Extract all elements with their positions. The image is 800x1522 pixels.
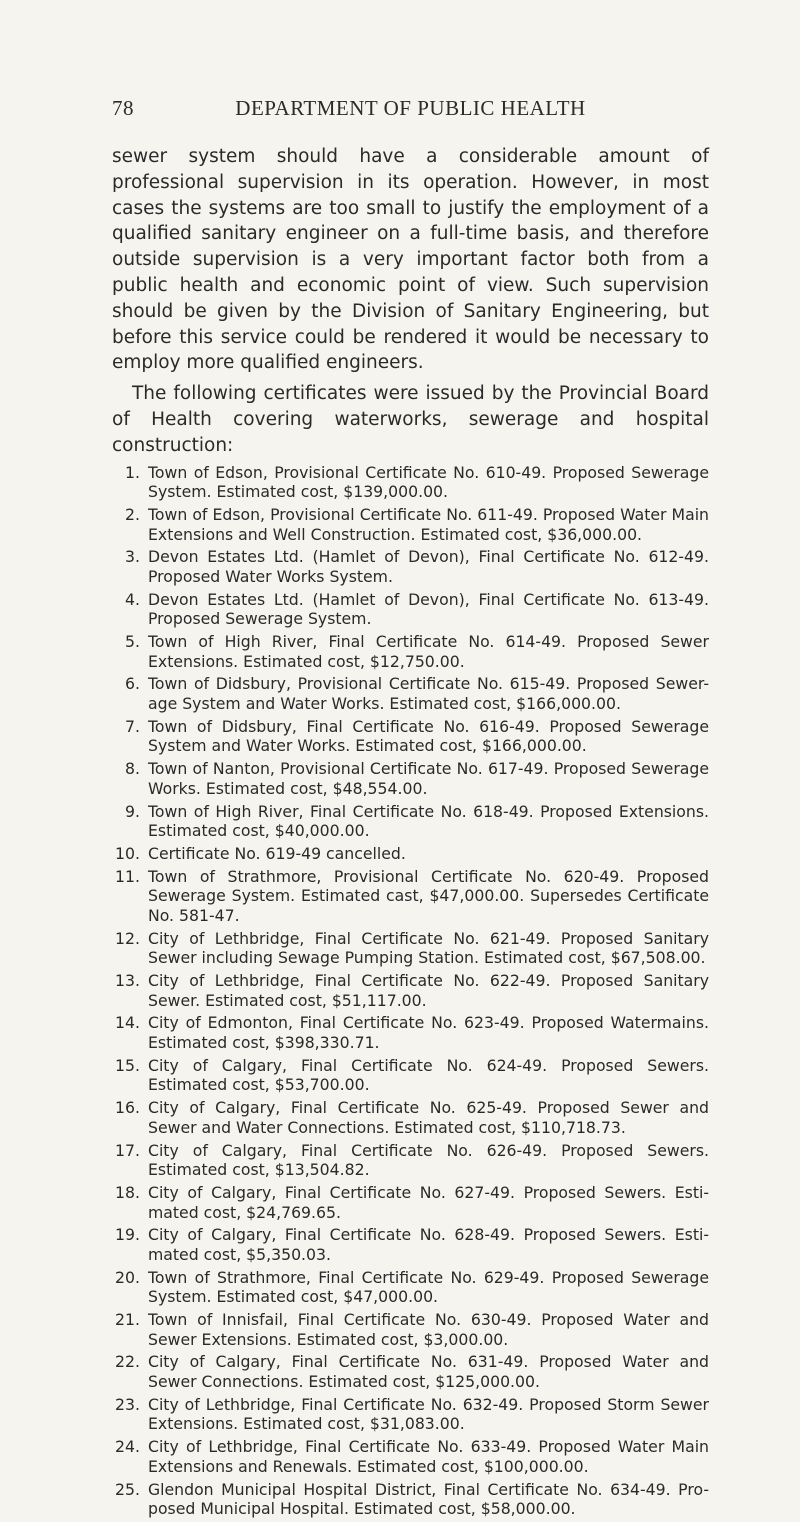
page-header [112, 96, 709, 124]
list-item-text: Town of High River, Final Certificate No. 614-49. Proposed Sewer Extensions. Estimated cost, $12,750.00. [148, 632, 709, 671]
list-item-number: 16. [115, 1098, 140, 1118]
list-item-text: Glendon Municipal Hospital District, Final Certificate No. 634-49. Pro-posed Municipal Hospital. Estimated cost, $58,000.00. [148, 1479, 709, 1519]
list-item [112, 971, 709, 1010]
list-item-text: Town of Strathmore, Provisional Certificate No. 620-49. Proposed Sewerage System. Estimated cast, $47,000.00. Supersedes Certificate No. 581-47. [148, 866, 709, 925]
list-item-number: 5. [125, 632, 140, 652]
running-title: DEPARTMENT OF PUBLIC HEALTH [235, 96, 586, 120]
list-item [112, 1480, 709, 1519]
list-item [112, 1056, 709, 1095]
list-item-text: City of Lethbridge, Final Certificate No. 632-49. Proposed Storm Sewer Extensions. Estimated cost, $31,083.00. [148, 1394, 709, 1434]
list-item [112, 759, 709, 798]
list-item [112, 1437, 709, 1476]
list-item-text: Town of Strathmore, Final Certificate No. 629-49. Proposed Sewerage System. Estimated cost, $47,000.00. [148, 1267, 709, 1307]
list-item [112, 717, 709, 756]
page-number: 78 [112, 96, 134, 120]
list-item [112, 1141, 709, 1180]
list-item [112, 1310, 709, 1349]
list-item-number: 10. [115, 843, 140, 863]
list-item-text: Devon Estates Ltd. (Hamlet of Devon), Final Certificate No. 613-49. Proposed Sewerage System. [148, 589, 709, 629]
certificate-list [112, 463, 709, 1519]
list-item-number: 11. [115, 866, 140, 886]
list-item-number: 6. [125, 674, 140, 694]
list-item-text: City of Calgary, Final Certificate No. 627-49. Proposed Sewers. Esti-mated cost, $24,769.65. [148, 1182, 709, 1222]
list-item [112, 547, 709, 586]
list-item-number: 19. [115, 1225, 140, 1245]
list-item-text: Town of Edson, Provisional Certificate No. 611-49. Proposed Water Main Extensions and Well Construction. Estimated cost, $36,000.00. [148, 504, 709, 544]
list-item-text: Certificate No. 619-49 cancelled. [148, 843, 406, 863]
list-item-text: City of Edmonton, Final Certificate No. 623-49. Proposed Watermains. Estimated cost, $398,330.71. [148, 1013, 709, 1053]
list-item [112, 867, 709, 926]
list-item-number: 22. [115, 1352, 140, 1372]
list-item-text: City of Calgary, Final Certificate No. 631-49. Proposed Water and Sewer Connections. Estimated cost, $125,000.00. [148, 1352, 709, 1392]
list-item [112, 802, 709, 841]
list-item [112, 674, 709, 713]
paragraph-intro: sewer system should have a considerable amount of professional supervision in its operation. However, in most cases the systems are too small to justify the employment of a qualified sanitary engineer on a full-time basis, and therefore outside supervision is a very important factor both from a public health and economic point of view. Such supervision should be given by the Division of Sanitary Engineering, but before this service could be rendered it would be necessary to employ more qualified engineers. [112, 146, 709, 374]
list-item [112, 1225, 709, 1264]
list-item-text: City of Calgary, Final Certificate No. 625-49. Proposed Sewer and Sewer and Water Connections. Estimated cost, $110,718.73. [148, 1098, 709, 1137]
list-item-number: 20. [115, 1267, 140, 1287]
list-item-text: City of Calgary, Final Certificate No. 624-49. Proposed Sewers. Estimated cost, $53,700.00. [148, 1055, 709, 1095]
list-item-number: 18. [115, 1182, 140, 1202]
list-item [112, 1352, 709, 1391]
list-item-number: 9. [125, 801, 140, 821]
list-item-text: City of Lethbridge, Final Certificate No. 621-49. Proposed Sanitary Sewer including Sewage Pumping Station. Estimated cost, $67,508.00. [148, 928, 709, 968]
list-item [112, 505, 709, 544]
list-item [112, 1268, 709, 1307]
list-item [112, 463, 709, 502]
list-item-number: 25. [115, 1479, 140, 1499]
list-item-number: 15. [115, 1055, 140, 1075]
list-item-number: 23. [115, 1394, 140, 1414]
list-item-number: 4. [125, 589, 140, 609]
list-item-text: City of Lethbridge, Final Certificate No. 622-49. Proposed Sanitary Sewer. Estimated cost, $51,117.00. [148, 971, 709, 1010]
list-item-number: 24. [115, 1437, 140, 1457]
list-item-text: Town of Nanton, Provisional Certificate No. 617-49. Proposed Sewerage Works. Estimated cost, $48,554.00. [148, 759, 709, 798]
list-item-number: 21. [115, 1310, 140, 1330]
list-item-number: 14. [115, 1013, 140, 1033]
list-item-number: 1. [125, 462, 140, 482]
list-item [112, 1013, 709, 1052]
list-item-number: 12. [115, 928, 140, 948]
list-item-text: City of Calgary, Final Certificate No. 628-49. Proposed Sewers. Esti-mated cost, $5,350.03. [148, 1225, 709, 1264]
list-item-text: City of Calgary, Final Certificate No. 626-49. Proposed Sewers. Estimated cost, $13,504.82. [148, 1140, 709, 1180]
list-item [112, 1183, 709, 1222]
list-item [112, 844, 709, 864]
list-item [112, 1098, 709, 1137]
list-item-text: Town of High River, Final Certificate No. 618-49. Proposed Extensions. Estimated cost, $40,000.00. [148, 801, 709, 841]
list-item-text: Town of Didsbury, Final Certificate No. 616-49. Proposed Sewerage System and Water Works. Estimated cost, $166,000.00. [148, 716, 709, 756]
list-item-number: 13. [115, 971, 140, 991]
body-text [112, 144, 709, 1522]
list-item-number: 7. [125, 716, 140, 736]
list-item-number: 17. [115, 1140, 140, 1160]
list-item-number: 2. [125, 504, 140, 524]
list-item-text: City of Lethbridge, Final Certificate No. 633-49. Proposed Water Main Extensions and Renewals. Estimated cost, $100,000.00. [148, 1437, 709, 1476]
list-item-number: 3. [125, 547, 140, 567]
list-item [112, 929, 709, 968]
list-item-text: Devon Estates Ltd. (Hamlet of Devon), Final Certificate No. 612-49. Proposed Water Works System. [148, 547, 709, 586]
list-item [112, 1395, 709, 1434]
list-item-text: Town of Innisfail, Final Certificate No. 630-49. Proposed Water and Sewer Extensions. Estimated cost, $3,000.00. [148, 1310, 709, 1349]
list-item-text: Town of Edson, Provisional Certificate No. 610-49. Proposed Sewerage System. Estimated cost, $139,000.00. [148, 462, 709, 502]
list-item [112, 590, 709, 629]
list-item-text: Town of Didsbury, Provisional Certificate No. 615-49. Proposed Sewer-age System and Water Works. Estimated cost, $166,000.00. [148, 674, 709, 714]
paragraph-certificates-lead: The following certificates were issued by the Provincial Board of Health covering waterworks, sewerage and hospital construction: [112, 383, 709, 456]
list-item-number: 8. [125, 759, 140, 779]
list-item [112, 632, 709, 671]
